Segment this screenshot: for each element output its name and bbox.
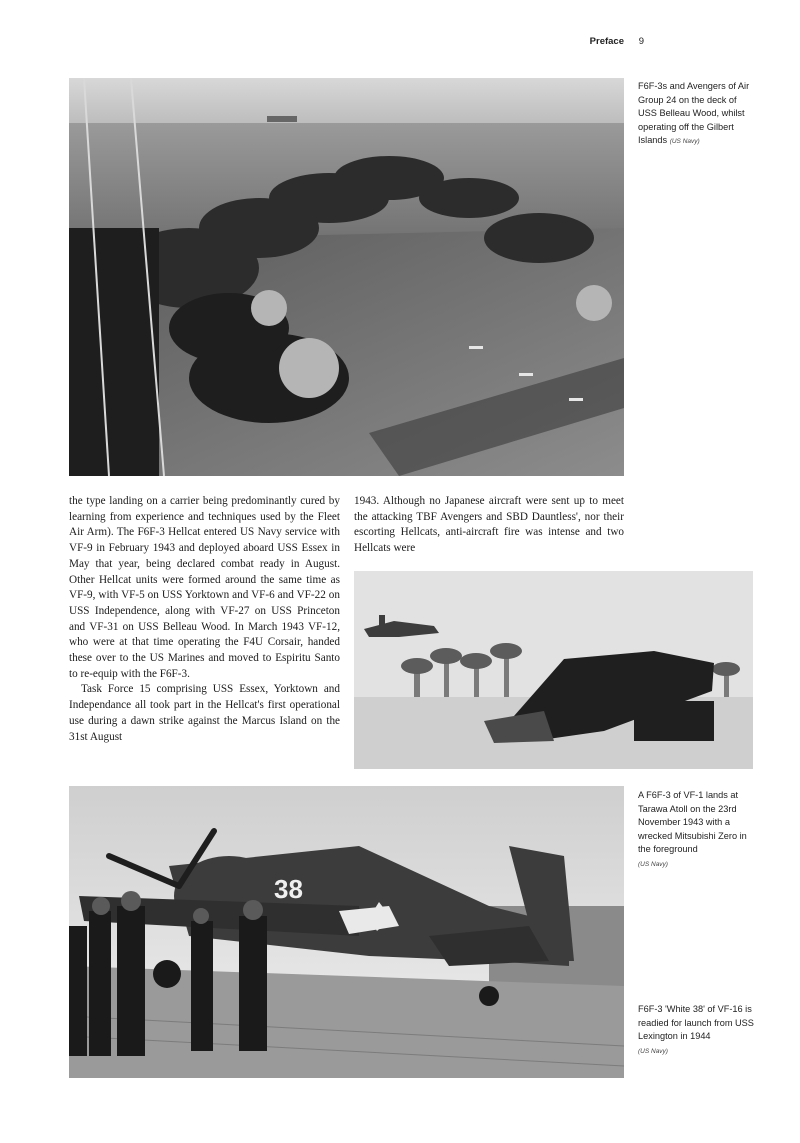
body-paragraph: 1943. Although no Japanese aircraft were sent up to meet the attacking TBF Avengers and SBD Dauntless', nor their escorting Hellcats, anti-aircraft fire was intense and two Hellcats were bbox=[354, 495, 624, 555]
body-paragraph: Task Force 15 comprising USS Essex, Yorktown and Independance all took part in the Hellcat's first operational use during a dawn strike against the Marcus Island on the 31st August bbox=[69, 683, 340, 743]
white-38-launch-photo bbox=[69, 786, 624, 1078]
caption-credit: (US Navy) bbox=[638, 860, 668, 868]
body-column-right bbox=[354, 494, 624, 557]
body-column-left bbox=[69, 494, 340, 745]
caption-credit: (US Navy) bbox=[669, 138, 700, 146]
caption-white-38-photo bbox=[638, 1003, 758, 1058]
caption-credit: (US Navy) bbox=[638, 1047, 668, 1055]
carrier-deck-photo bbox=[69, 78, 624, 476]
caption-carrier-photo bbox=[638, 80, 758, 149]
running-head-section: Preface bbox=[589, 36, 624, 47]
aircraft-number: 38 bbox=[274, 874, 303, 904]
caption-text: F6F-3 'White 38' of VF-16 is readied for launch from USS Lexington in 1944 bbox=[638, 1004, 754, 1042]
page-number: 9 bbox=[638, 36, 644, 47]
body-paragraph: the type landing on a carrier being predominantly cured by learning from experience and techniques used by the Fleet Air Arm). The F6F-3 Hellcat entered US Navy service with VF-9 in February 1943 and deployed aboard USS Essex in May that year, being declared combat ready in August. Other Hellcat units were formed around the same time as VF-9, with VF-5 on USS Yorktown and VF-6 and VF-22 on USS Independence, along with VF-27 on USS Princeton and VF-31 on USS Belleau Wood. In March 1943 VF-12, who were at that time operating the F4U Corsair, handed these over to the US Marines and moved to Espiritu Santo to re-equip with the F6F-3. bbox=[69, 495, 340, 680]
caption-text: F6F-3s and Avengers of Air Group 24 on the deck of USS Belleau Wood, whilst operating off the Gilbert Islands bbox=[638, 81, 750, 146]
tarawa-landing-photo bbox=[354, 571, 753, 769]
caption-tarawa-photo bbox=[638, 789, 758, 872]
caption-text: A F6F-3 of VF-1 lands at Tarawa Atoll on the 23rd November 1943 with a wrecked Mitsubishi Zero in the foreground bbox=[638, 790, 747, 855]
